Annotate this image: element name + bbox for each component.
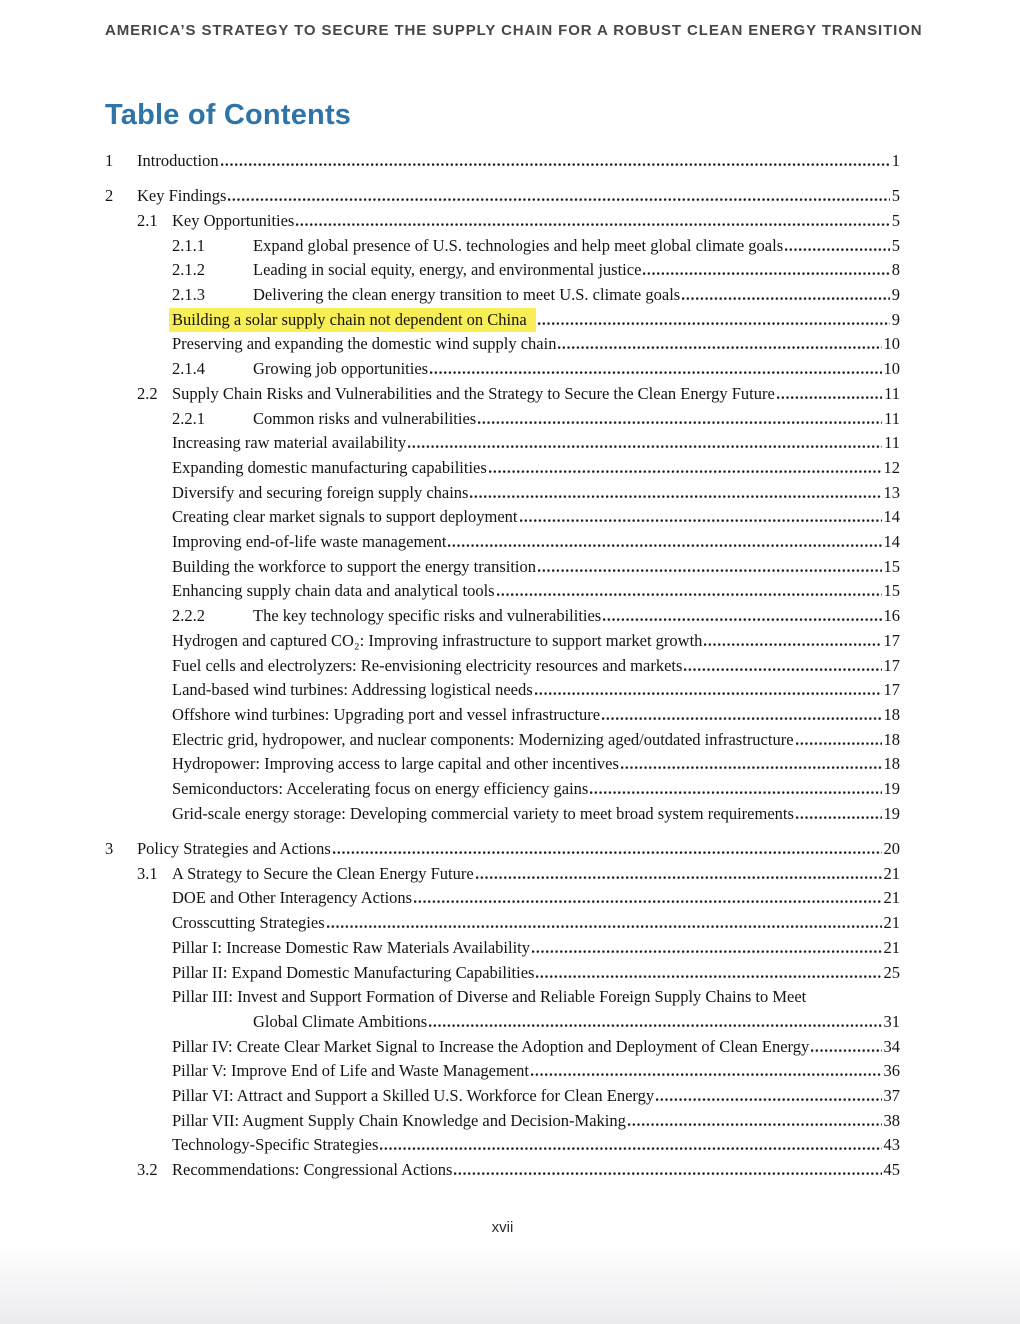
toc-page-number: 11	[884, 408, 900, 428]
toc-entry-number: 2.2.2	[172, 606, 205, 626]
toc-entry-title: Pillar II: Expand Domestic Manufacturing Capabilities	[172, 962, 535, 982]
running-header: AMERICA’S STRATEGY TO SECURE THE SUPPLY CHAIN FOR A ROBUST CLEAN ENERGY TRANSITION	[105, 22, 923, 39]
toc-entry-title: Building the workforce to support the energy transition	[172, 556, 536, 576]
toc-entry[interactable]	[105, 862, 900, 887]
toc-leader-dots	[497, 593, 882, 596]
toc-entry[interactable]	[105, 911, 900, 936]
toc-leader-dots	[536, 975, 881, 978]
toc-page-number: 25	[883, 962, 900, 982]
toc-entry[interactable]	[105, 1158, 900, 1183]
toc-entry[interactable]	[105, 308, 900, 333]
toc-entry[interactable]	[105, 234, 900, 259]
toc-leader-dots	[476, 876, 882, 879]
toc-page-number: 8	[891, 260, 900, 280]
toc-entry[interactable]	[105, 703, 900, 728]
toc-page-number: 21	[883, 937, 900, 957]
toc-page-number: 21	[883, 888, 900, 908]
toc-leader-dots	[777, 396, 882, 399]
page-title: Table of Contents	[105, 99, 352, 131]
toc-leader-dots	[333, 851, 882, 854]
toc-page-number: 37	[883, 1086, 900, 1106]
toc-entry-title: Expanding domestic manufacturing capabilities	[172, 457, 487, 477]
toc-entry-title: Improving end-of-life waste management	[172, 532, 447, 552]
toc-entry[interactable]	[105, 209, 900, 234]
toc-entry-title: Creating clear market signals to support deployment	[172, 507, 518, 527]
toc-entry[interactable]	[105, 382, 900, 407]
toc-entry-title: Enhancing supply chain data and analytical tools	[172, 581, 495, 601]
toc-entry[interactable]	[105, 961, 900, 986]
toc-leader-dots	[811, 1049, 881, 1052]
toc-page-number: 18	[883, 754, 900, 774]
toc-page-number: 5	[891, 186, 900, 206]
toc-leader-dots	[656, 1098, 881, 1101]
toc-entry-number: 3.2	[137, 1160, 158, 1180]
toc-entry-title: Leading in social equity, energy, and environmental justice	[253, 260, 642, 280]
toc-entry-number: 3	[105, 838, 114, 858]
toc-entry[interactable]	[105, 258, 900, 283]
toc-entry-title: Technology-Specific Strategies	[172, 1135, 379, 1155]
toc-page-number: 17	[883, 655, 900, 675]
footer-page-number: xvii	[491, 1218, 514, 1236]
toc-entry[interactable]	[105, 936, 900, 961]
toc-page-number: 36	[883, 1061, 900, 1081]
toc-entry[interactable]	[105, 283, 900, 308]
toc-page-number: 15	[883, 556, 900, 576]
toc-entry-number: 2.2	[137, 383, 158, 403]
toc-entry-title: DOE and Other Interagency Actions	[172, 888, 413, 908]
toc-entry-number: 2.1.3	[172, 285, 205, 305]
toc-leader-dots	[628, 1123, 882, 1126]
toc-entry[interactable]	[105, 777, 900, 802]
toc-entry[interactable]	[105, 481, 900, 506]
toc-page-number: 45	[883, 1160, 900, 1180]
toc-entry[interactable]	[105, 1084, 900, 1109]
toc-leader-dots	[532, 950, 881, 953]
toc-entry-title: Growing job opportunities	[253, 359, 429, 379]
toc-leader-dots	[408, 445, 882, 448]
toc-entry-title: Policy Strategies and Actions	[137, 838, 331, 858]
toc-leader-dots	[538, 322, 890, 325]
toc-entry-title: Building a solar supply chain not dependent on China	[172, 308, 536, 333]
toc-leader-dots	[535, 692, 882, 695]
toc-leader-dots	[602, 717, 881, 720]
toc-entry[interactable]	[105, 407, 900, 432]
toc-entry-number: 2.1.4	[172, 359, 205, 379]
toc-page-number: 9	[891, 285, 900, 305]
toc-entry-title: Key Findings	[137, 186, 227, 206]
toc-entry-title: Supply Chain Risks and Vulnerabilities and the Strategy to Secure the Clean Energy Future	[172, 383, 775, 403]
toc-entry[interactable]	[105, 555, 900, 580]
toc-leader-dots	[684, 668, 881, 671]
toc-leader-dots	[603, 618, 881, 621]
toc-leader-dots	[489, 470, 882, 473]
toc-leader-dots	[454, 1172, 881, 1175]
toc-entry-title: A Strategy to Secure the Clean Energy Future	[172, 863, 474, 883]
toc-page-number: 13	[883, 482, 900, 502]
toc-entry-title: Fuel cells and electrolyzers: Re-envisioning electricity resources and markets	[172, 655, 683, 675]
toc-entry[interactable]	[105, 654, 900, 679]
toc-entry[interactable]	[105, 149, 900, 174]
toc-leader-dots	[590, 791, 881, 794]
toc-entry[interactable]	[105, 629, 900, 654]
toc-entry-title: Delivering the clean energy transition to meet U.S. climate goals	[253, 285, 681, 305]
toc-page-number: 14	[883, 532, 900, 552]
toc-leader-dots	[643, 272, 889, 275]
toc-leader-dots	[785, 248, 890, 251]
toc-entry-number: 3.1	[137, 863, 158, 883]
toc-entry-title: Pillar V: Improve End of Life and Waste Management	[172, 1061, 529, 1081]
toc-leader-dots	[796, 816, 882, 819]
toc-leader-dots	[380, 1147, 881, 1150]
toc-entry[interactable]	[105, 1059, 900, 1084]
toc-leader-dots	[704, 643, 881, 646]
toc-entry-title: Land-based wind turbines: Addressing logistical needs	[172, 680, 533, 700]
toc-entry-title: Global Climate Ambitions	[253, 1011, 428, 1031]
toc-leader-dots	[531, 1073, 882, 1076]
toc-entry-title: Preserving and expanding the domestic wind supply chain	[172, 334, 557, 354]
toc-entry[interactable]	[105, 357, 900, 382]
toc-entry-title: Increasing raw material availability	[172, 433, 407, 453]
toc-leader-dots	[558, 346, 881, 349]
toc-entry-title: Recommendations: Congressional Actions	[172, 1160, 453, 1180]
toc-entry-title: Crosscutting Strategies	[172, 913, 325, 933]
toc-page-number: 5	[891, 235, 900, 255]
toc-entry[interactable]	[105, 184, 900, 209]
toc-page-number: 21	[883, 913, 900, 933]
toc-entry-title: Grid-scale energy storage: Developing commercial variety to meet broad system requirements	[172, 803, 794, 823]
toc-page-number: 12	[883, 457, 900, 477]
toc-entry[interactable]	[105, 802, 900, 827]
toc-list	[105, 149, 900, 1183]
toc-entry-title: Pillar III: Invest and Support Formation of Diverse and Reliable Foreign Supply Chains to Meet	[172, 987, 807, 1007]
toc-leader-dots	[478, 421, 882, 424]
toc-page-number: 21	[883, 863, 900, 883]
toc-entry-number: 2.1.1	[172, 235, 205, 255]
toc-entry-title: Key Opportunities	[172, 210, 295, 230]
toc-entry-title: Diversify and securing foreign supply chains	[172, 482, 469, 502]
toc-entry-title: Pillar IV: Create Clear Market Signal to Increase the Adoption and Deployment of Clean Energy	[172, 1036, 810, 1056]
toc-page-number: 18	[883, 704, 900, 724]
toc-page-number: 19	[883, 803, 900, 823]
toc-page-number: 34	[883, 1036, 900, 1056]
toc-leader-dots	[448, 544, 881, 547]
toc-page-number: 38	[883, 1110, 900, 1130]
toc-leader-dots	[430, 371, 881, 374]
toc-page-number: 14	[883, 507, 900, 527]
toc-page-number: 17	[883, 680, 900, 700]
toc-leader-dots	[682, 297, 890, 300]
toc-entry[interactable]	[105, 604, 900, 629]
toc-entry-number: 2	[105, 186, 114, 206]
toc-entry-title: Pillar VI: Attract and Support a Skilled U.S. Workforce for Clean Energy	[172, 1086, 655, 1106]
toc-entry-title: Introduction	[137, 151, 219, 170]
toc-entry-number: 2.2.1	[172, 408, 205, 428]
toc-leader-dots	[470, 495, 881, 498]
toc-entry[interactable]	[105, 985, 900, 1010]
toc-page-number: 20	[883, 838, 900, 858]
toc-entry-number: 2.1	[137, 210, 158, 230]
toc-leader-dots	[414, 900, 881, 903]
toc-leader-dots	[429, 1024, 881, 1027]
toc-entry-title: Hydropower: Improving access to large capital and other incentives	[172, 754, 619, 774]
toc-entry[interactable]	[105, 1035, 900, 1060]
toc-entry[interactable]	[105, 886, 900, 911]
toc-page-number: 43	[883, 1135, 900, 1155]
toc-page-number: 31	[883, 1011, 900, 1031]
toc-entry-title: Expand global presence of U.S. technologies and help meet global climate goals	[253, 235, 784, 255]
toc-entry[interactable]	[105, 1133, 900, 1158]
toc-leader-dots	[796, 742, 882, 745]
toc-entry-title: Offshore wind turbines: Upgrading port and vessel infrastructure	[172, 704, 601, 724]
toc-entry[interactable]	[105, 332, 900, 357]
toc-entry-title: Hydrogen and captured CO₂: Improving infrastructure to support market growth	[172, 630, 703, 650]
toc-page-number: 18	[883, 729, 900, 749]
toc-entry[interactable]	[105, 678, 900, 703]
toc-entry[interactable]	[105, 837, 900, 862]
toc-page-number: 11	[884, 433, 900, 453]
toc-entry[interactable]	[105, 505, 900, 530]
toc-entry-number: 1	[105, 151, 114, 170]
toc-entry-title: Common risks and vulnerabilities	[253, 408, 477, 428]
toc-page-number: 19	[883, 779, 900, 799]
toc-entry-title: Semiconductors: Accelerating focus on energy efficiency gains	[172, 779, 589, 799]
toc-entry-title: The key technology specific risks and vulnerabilities	[253, 606, 602, 626]
toc-leader-dots	[221, 163, 890, 166]
toc-leader-dots	[538, 569, 882, 572]
toc-leader-dots	[621, 766, 882, 769]
toc-page-number: 5	[891, 210, 900, 230]
toc-entry-title: Electric grid, hydropower, and nuclear components: Modernizing aged/outdated infrastructure	[172, 729, 794, 749]
toc-page-number: 1	[891, 151, 900, 170]
toc-entry[interactable]	[105, 456, 900, 481]
toc-page-number: 16	[883, 606, 900, 626]
toc-page-number: 15	[883, 581, 900, 601]
toc-entry[interactable]	[105, 579, 900, 604]
toc-leader-dots	[327, 925, 882, 928]
toc-entry-number: 2.1.2	[172, 260, 205, 280]
toc-entry[interactable]	[105, 431, 900, 456]
toc-leader-dots	[228, 198, 889, 201]
toc-leader-dots	[520, 519, 882, 522]
toc-page-number: 10	[883, 359, 900, 379]
toc-leader-dots	[296, 223, 889, 226]
toc-page-number: 9	[891, 309, 900, 329]
toc-entry-title: Pillar VII: Augment Supply Chain Knowledge and Decision-Making	[172, 1110, 626, 1130]
toc-page-number: 11	[884, 383, 900, 403]
toc-entry[interactable]	[105, 752, 900, 777]
toc-page-number: 17	[883, 630, 900, 650]
toc-entry[interactable]	[105, 530, 900, 555]
toc-entry[interactable]	[105, 1109, 900, 1134]
toc-entry[interactable]	[105, 1010, 900, 1035]
toc-page-number: 10	[883, 334, 900, 354]
toc-entry-title: Pillar I: Increase Domestic Raw Materials Availability	[172, 937, 531, 957]
toc-entry[interactable]	[105, 728, 900, 753]
